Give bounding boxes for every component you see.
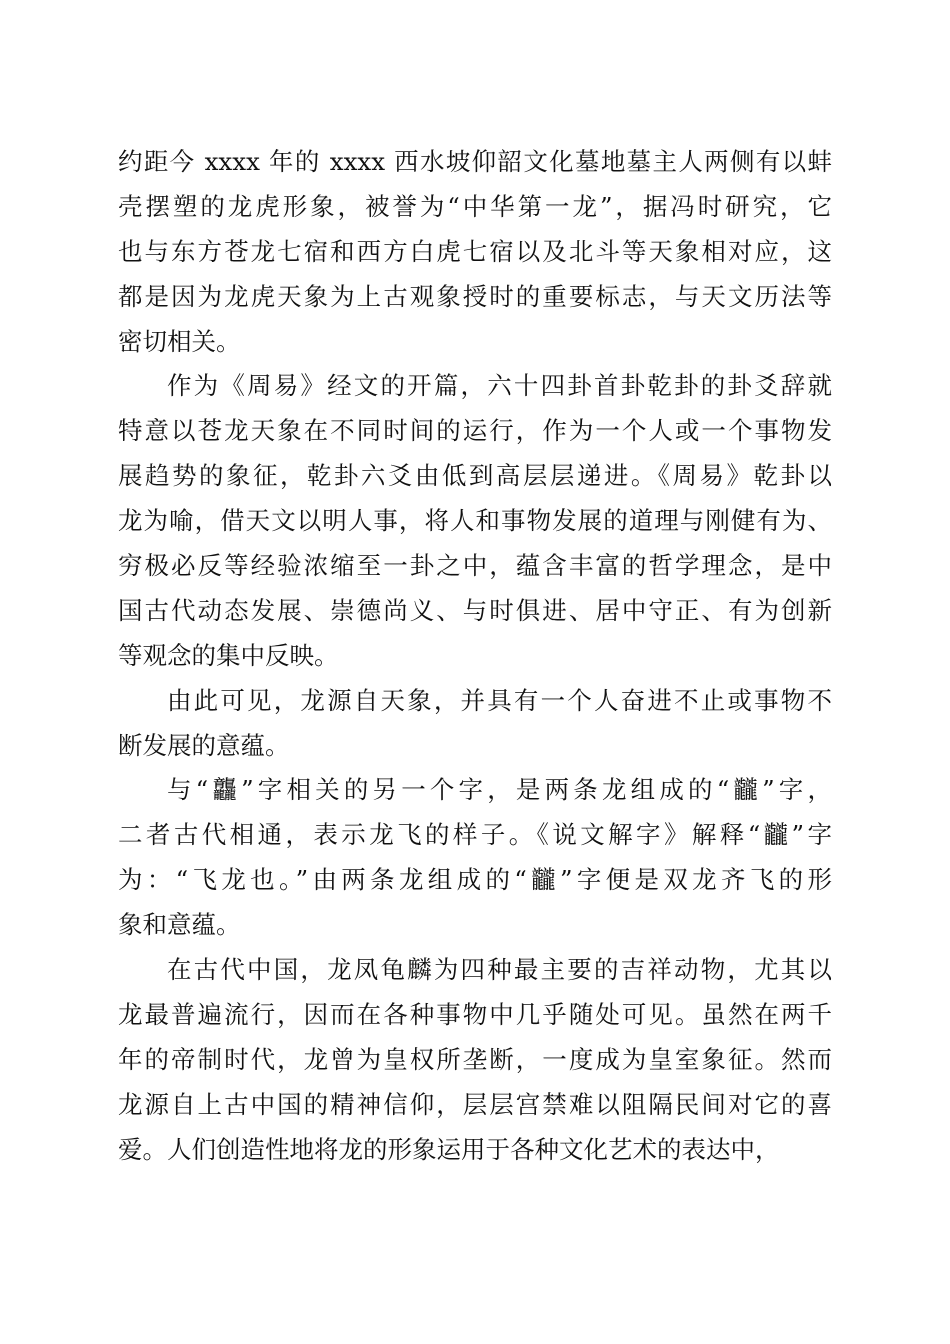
text-line: 等观念的集中反映。 [118, 640, 339, 670]
text-line: 也与东方苍龙七宿和西方白虎七宿以及北斗等天象相对应，这 [118, 236, 832, 266]
text-line: 龙为喻，借天文以明人事，将人和事物发展的道理与刚健有为、 [118, 506, 832, 536]
text-line: 约距今 xxxx 年的 xxxx 西水坡仰韶文化墓地墓主人两侧有以蚌 [118, 147, 832, 176]
text-line: 都是因为龙虎天象为上古观象授时的重要标志，与天文历法等 [118, 281, 832, 311]
text-line: 密切相关。 [118, 326, 241, 356]
text-line: 穷极必反等经验浓缩至一卦之中，蕴含丰富的哲学理念，是中 [118, 551, 832, 581]
text-line: 二者古代相通，表示龙飞的样子。《说文解字》解释“龖”字 [118, 820, 832, 850]
text-line: 在古代中国，龙凤龟麟为四种最主要的吉祥动物，尤其以 [167, 955, 832, 985]
document-body [118, 140, 832, 1172]
text-line: 作为《周易》经文的开篇，六十四卦首卦乾卦的卦爻辞就 [167, 371, 832, 401]
text-line: 展趋势的象征，乾卦六爻由低到高层层递进。《周易》乾卦以 [118, 461, 832, 491]
text-line: 象和意蕴。 [118, 910, 241, 940]
text-line: 断发展的意蕴。 [118, 730, 290, 760]
text-line: 为：“飞龙也。”由两条龙组成的“龖”字便是双龙齐飞的形 [118, 865, 832, 895]
text-line: 壳摆塑的龙虎形象，被誉为“中华第一龙”，据冯时研究，它 [118, 191, 832, 221]
text-line: 龙最普遍流行，因而在各种事物中几乎随处可见。虽然在两千 [118, 999, 832, 1029]
text-line: 特意以苍龙天象在不同时间的运行，作为一个人或一个事物发 [118, 416, 832, 446]
text-line: 国古代动态发展、崇德尚义、与时俱进、居中守正、有为创新 [118, 595, 832, 625]
text-line: 由此可见，龙源自天象，并具有一个人奋进不止或事物不 [167, 685, 832, 715]
text-line: 与“龘”字相关的另一个字，是两条龙组成的“龖”字， [167, 775, 832, 805]
text-line: 龙源自上古中国的精神信仰，层层宫禁难以阻隔民间对它的喜 [118, 1089, 832, 1119]
text-line: 爱。人们创造性地将龙的形象运用于各种文化艺术的表达中， [118, 1134, 780, 1164]
text-line: 年的帝制时代，龙曾为皇权所垄断，一度成为皇室象征。然而 [118, 1044, 832, 1074]
